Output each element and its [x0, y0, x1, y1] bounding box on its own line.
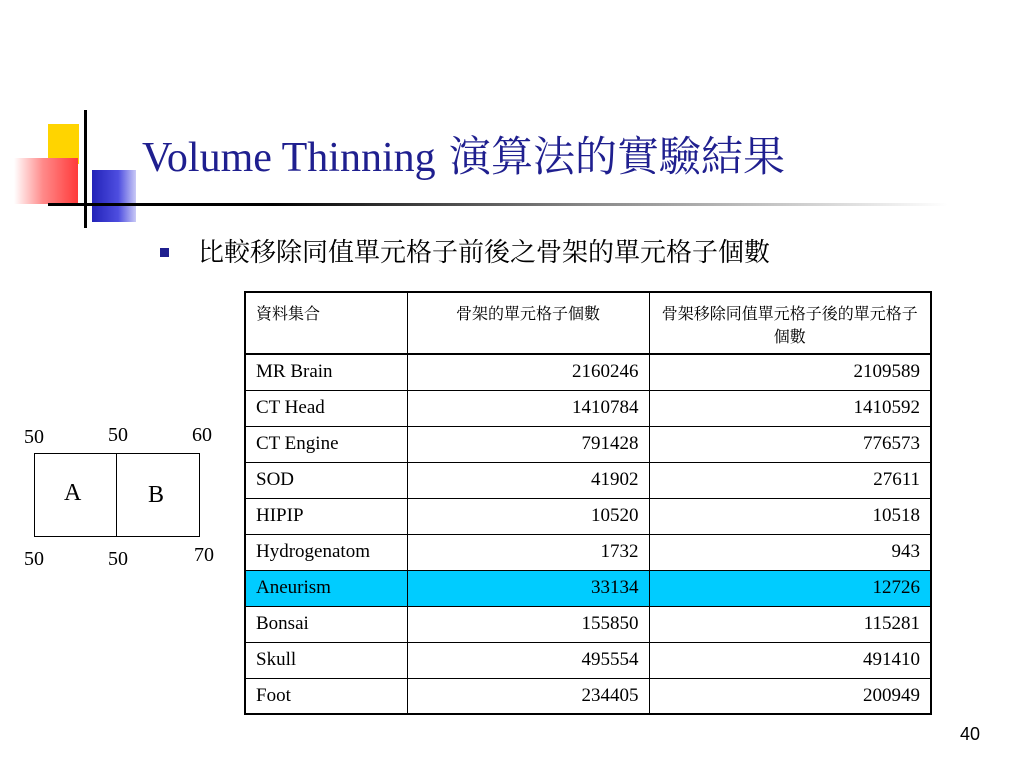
square-bullet-icon: [160, 248, 169, 257]
table-row: [245, 354, 931, 390]
cell-before: 10520: [407, 498, 649, 534]
slide-title-cjk: 演算法的實驗結果: [449, 132, 786, 181]
cell-before: 1410784: [407, 390, 649, 426]
logo-blue-gradient-square: [92, 170, 136, 222]
slide-title-latin: Volume Thinning: [142, 135, 436, 181]
diagram-cell-b: B: [148, 482, 165, 508]
cell-dataset: CT Head: [245, 390, 407, 426]
table-row: [245, 426, 931, 462]
diagram-top-right-value: 60: [192, 424, 212, 446]
diagram-top-left-value: 50: [24, 426, 44, 448]
cell-before: 234405: [407, 678, 649, 714]
header-dataset: 資料集合: [245, 292, 407, 354]
diagram-top-middle-value: 50: [108, 424, 128, 446]
cell-before: 155850: [407, 606, 649, 642]
logo-red-gradient-square: [14, 158, 78, 204]
table-row: [245, 498, 931, 534]
cell-after: 2109589: [649, 354, 931, 390]
results-table: [244, 291, 932, 715]
cell-after: 200949: [649, 678, 931, 714]
cell-before: 41902: [407, 462, 649, 498]
cell-dataset: Skull: [245, 642, 407, 678]
table-row: [245, 534, 931, 570]
cell-after: 27611: [649, 462, 931, 498]
table-row: [245, 678, 931, 714]
cell-before: 1732: [407, 534, 649, 570]
cell-diagram: [20, 420, 230, 580]
cell-before: 791428: [407, 426, 649, 462]
cell-before: 33134: [407, 570, 649, 606]
table-row: [245, 462, 931, 498]
cell-dataset: SOD: [245, 462, 407, 498]
logo-vertical-line: [84, 110, 87, 228]
cell-dataset: Aneurism: [245, 570, 407, 606]
cell-after: 10518: [649, 498, 931, 534]
cell-after: 1410592: [649, 390, 931, 426]
cell-before: 2160246: [407, 354, 649, 390]
header-skeleton-cells-after-removal: 骨架移除同值單元格子後的單元格子個數: [649, 292, 931, 354]
cell-dataset: CT Engine: [245, 426, 407, 462]
cell-after: 776573: [649, 426, 931, 462]
cell-before: 495554: [407, 642, 649, 678]
cell-after: 12726: [649, 570, 931, 606]
table-row: [245, 390, 931, 426]
cell-after: 115281: [649, 606, 931, 642]
diagram-bottom-right-value: 70: [194, 544, 214, 566]
cell-dataset: Hydrogenatom: [245, 534, 407, 570]
table-header-row: [245, 292, 931, 354]
cell-dataset: HIPIP: [245, 498, 407, 534]
header-skeleton-cells: 骨架的單元格子個數: [407, 292, 649, 354]
cell-after: 491410: [649, 642, 931, 678]
bullet-text: 比較移除同值單元格子前後之骨架的單元格子個數: [198, 238, 771, 268]
diagram-divider: [116, 453, 117, 537]
cell-after: 943: [649, 534, 931, 570]
cell-dataset: Foot: [245, 678, 407, 714]
page-number: 40: [960, 724, 981, 744]
diagram-cell-a: A: [64, 480, 82, 506]
diagram-box: [34, 453, 200, 537]
table-row: [245, 606, 931, 642]
cell-dataset: Bonsai: [245, 606, 407, 642]
title-underline: [48, 203, 948, 206]
table-row-highlighted: [245, 570, 931, 606]
cell-dataset: MR Brain: [245, 354, 407, 390]
diagram-bottom-middle-value: 50: [108, 548, 128, 570]
slide-title: [142, 124, 785, 184]
table-row: [245, 642, 931, 678]
diagram-bottom-left-value: 50: [24, 548, 44, 570]
